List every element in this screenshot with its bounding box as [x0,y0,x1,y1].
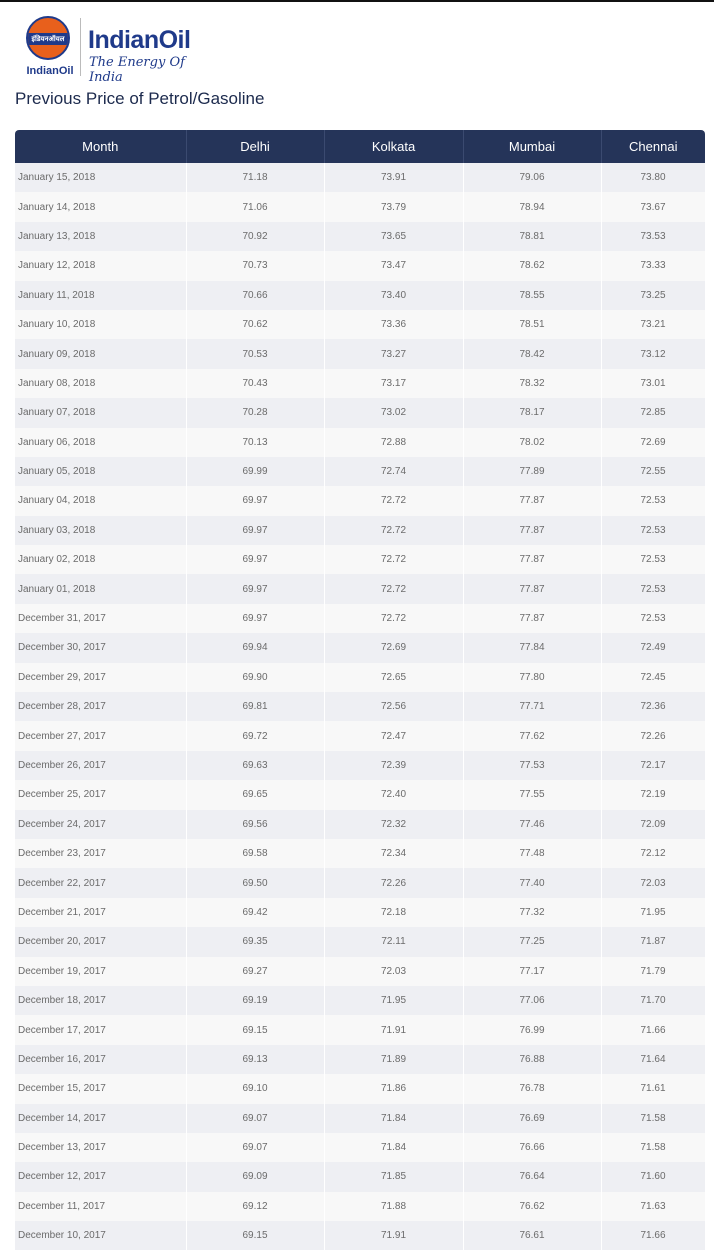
cell-chennai: 71.60 [601,1162,705,1191]
column-header-delhi: Delhi [186,130,324,163]
cell-delhi: 69.15 [186,1015,324,1044]
cell-chennai: 72.53 [601,486,705,515]
cell-date: December 25, 2017 [15,780,186,809]
cell-kolkata: 71.95 [324,986,463,1015]
table-row [15,633,705,662]
cell-date: December 23, 2017 [15,839,186,868]
table-row [15,1162,705,1191]
cell-date: December 31, 2017 [15,604,186,633]
cell-date: December 21, 2017 [15,898,186,927]
cell-kolkata: 72.11 [324,927,463,956]
cell-kolkata: 73.40 [324,281,463,310]
cell-chennai: 72.53 [601,516,705,545]
table-row [15,574,705,603]
cell-mumbai: 77.89 [463,457,601,486]
cell-date: January 13, 2018 [15,222,186,251]
cell-date: December 29, 2017 [15,663,186,692]
cell-date: January 02, 2018 [15,545,186,574]
cell-delhi: 69.27 [186,957,324,986]
cell-mumbai: 76.64 [463,1162,601,1191]
table-row [15,398,705,427]
cell-date: January 10, 2018 [15,310,186,339]
cell-kolkata: 72.03 [324,957,463,986]
cell-mumbai: 78.55 [463,281,601,310]
cell-chennai: 71.58 [601,1133,705,1162]
cell-kolkata: 73.47 [324,251,463,280]
cell-delhi: 69.10 [186,1074,324,1103]
column-header-chennai: Chennai [601,130,705,163]
cell-chennai: 71.58 [601,1104,705,1133]
cell-mumbai: 76.62 [463,1192,601,1221]
cell-delhi: 69.56 [186,810,324,839]
cell-mumbai: 77.80 [463,663,601,692]
table-row [15,780,705,809]
table-row [15,751,705,780]
table-row [15,1221,705,1250]
cell-mumbai: 77.17 [463,957,601,986]
cell-kolkata: 73.02 [324,398,463,427]
table-row [15,222,705,251]
cell-kolkata: 71.91 [324,1221,463,1250]
column-header-kolkata: Kolkata [324,130,463,163]
cell-chennai: 71.70 [601,986,705,1015]
cell-delhi: 69.99 [186,457,324,486]
cell-chennai: 72.85 [601,398,705,427]
table-row [15,692,705,721]
table-row [15,927,705,956]
table-row [15,281,705,310]
cell-kolkata: 72.72 [324,516,463,545]
cell-kolkata: 73.91 [324,163,463,192]
cell-mumbai: 78.17 [463,398,601,427]
table-row [15,1074,705,1103]
top-rule [0,0,714,2]
cell-mumbai: 77.46 [463,810,601,839]
cell-kolkata: 71.88 [324,1192,463,1221]
cell-mumbai: 77.87 [463,516,601,545]
cell-chennai: 73.21 [601,310,705,339]
cell-delhi: 69.58 [186,839,324,868]
brand-name: IndianOil [88,26,191,54]
cell-date: December 28, 2017 [15,692,186,721]
cell-chennai: 73.33 [601,251,705,280]
table-row [15,545,705,574]
cell-mumbai: 78.42 [463,339,601,368]
cell-chennai: 71.87 [601,927,705,956]
cell-delhi: 69.97 [186,545,324,574]
cell-date: January 03, 2018 [15,516,186,545]
cell-chennai: 73.53 [601,222,705,251]
cell-chennai: 71.79 [601,957,705,986]
cell-mumbai: 76.61 [463,1221,601,1250]
cell-chennai: 71.66 [601,1221,705,1250]
cell-date: December 22, 2017 [15,868,186,897]
cell-kolkata: 72.72 [324,545,463,574]
cell-date: January 07, 2018 [15,398,186,427]
cell-date: December 17, 2017 [15,1015,186,1044]
table-row [15,1192,705,1221]
cell-chennai: 72.19 [601,780,705,809]
indianoil-logo[interactable] [22,14,222,84]
cell-chennai: 72.53 [601,604,705,633]
cell-delhi: 69.97 [186,516,324,545]
cell-mumbai: 76.99 [463,1015,601,1044]
cell-delhi: 69.13 [186,1045,324,1074]
cell-delhi: 70.28 [186,398,324,427]
cell-chennai: 73.12 [601,339,705,368]
column-header-mumbai: Mumbai [463,130,601,163]
cell-date: December 16, 2017 [15,1045,186,1074]
cell-mumbai: 77.55 [463,780,601,809]
cell-mumbai: 77.48 [463,839,601,868]
cell-chennai: 72.26 [601,721,705,750]
cell-kolkata: 71.86 [324,1074,463,1103]
cell-date: January 01, 2018 [15,574,186,603]
cell-mumbai: 76.69 [463,1104,601,1133]
cell-delhi: 69.19 [186,986,324,1015]
cell-date: December 19, 2017 [15,957,186,986]
cell-date: December 15, 2017 [15,1074,186,1103]
cell-kolkata: 72.72 [324,574,463,603]
cell-date: December 30, 2017 [15,633,186,662]
table-header-row [15,130,705,163]
table-row [15,721,705,750]
cell-delhi: 69.09 [186,1162,324,1191]
cell-chennai: 72.69 [601,428,705,457]
cell-kolkata: 71.84 [324,1133,463,1162]
table-row [15,457,705,486]
table-row [15,868,705,897]
cell-mumbai: 79.06 [463,163,601,192]
cell-delhi: 70.66 [186,281,324,310]
table-row [15,810,705,839]
table-row [15,1133,705,1162]
table-row [15,957,705,986]
cell-delhi: 69.63 [186,751,324,780]
cell-mumbai: 77.87 [463,574,601,603]
cell-kolkata: 72.26 [324,868,463,897]
cell-delhi: 71.18 [186,163,324,192]
table-row [15,663,705,692]
cell-kolkata: 71.89 [324,1045,463,1074]
cell-mumbai: 78.32 [463,369,601,398]
cell-chennai: 72.03 [601,868,705,897]
cell-date: December 20, 2017 [15,927,186,956]
cell-delhi: 69.35 [186,927,324,956]
table-row [15,604,705,633]
cell-chennai: 72.36 [601,692,705,721]
cell-mumbai: 78.94 [463,192,601,221]
cell-delhi: 70.53 [186,339,324,368]
table-row [15,310,705,339]
cell-delhi: 69.07 [186,1104,324,1133]
cell-date: December 14, 2017 [15,1104,186,1133]
cell-kolkata: 72.32 [324,810,463,839]
cell-mumbai: 77.71 [463,692,601,721]
cell-kolkata: 73.65 [324,222,463,251]
cell-kolkata: 72.69 [324,633,463,662]
cell-chennai: 71.66 [601,1015,705,1044]
table-body [15,163,705,1250]
cell-mumbai: 77.32 [463,898,601,927]
cell-chennai: 73.80 [601,163,705,192]
cell-date: January 06, 2018 [15,428,186,457]
cell-date: December 12, 2017 [15,1162,186,1191]
cell-date: January 12, 2018 [15,251,186,280]
cell-kolkata: 73.27 [324,339,463,368]
cell-mumbai: 78.62 [463,251,601,280]
brand-tagline: The Energy Of India [89,55,185,85]
cell-mumbai: 76.78 [463,1074,601,1103]
cell-date: January 11, 2018 [15,281,186,310]
cell-chennai: 73.25 [601,281,705,310]
cell-delhi: 69.42 [186,898,324,927]
cell-mumbai: 78.02 [463,428,601,457]
table-row [15,516,705,545]
cell-date: January 09, 2018 [15,339,186,368]
logo-emblem-caption: IndianOil [26,65,74,77]
table-row [15,898,705,927]
table-row [15,369,705,398]
cell-mumbai: 77.25 [463,927,601,956]
cell-kolkata: 71.91 [324,1015,463,1044]
cell-kolkata: 72.65 [324,663,463,692]
cell-chennai: 72.53 [601,574,705,603]
cell-delhi: 70.43 [186,369,324,398]
cell-kolkata: 73.36 [324,310,463,339]
cell-delhi: 69.72 [186,721,324,750]
cell-chennai: 71.95 [601,898,705,927]
cell-date: December 27, 2017 [15,721,186,750]
cell-chennai: 72.53 [601,545,705,574]
cell-date: December 13, 2017 [15,1133,186,1162]
cell-date: December 18, 2017 [15,986,186,1015]
cell-date: December 11, 2017 [15,1192,186,1221]
table-row [15,1045,705,1074]
table-row [15,339,705,368]
cell-chennai: 72.09 [601,810,705,839]
cell-chennai: 73.67 [601,192,705,221]
cell-chennai: 71.63 [601,1192,705,1221]
cell-kolkata: 72.56 [324,692,463,721]
cell-kolkata: 72.88 [324,428,463,457]
table-row [15,1015,705,1044]
cell-delhi: 70.62 [186,310,324,339]
cell-kolkata: 72.74 [324,457,463,486]
table-row [15,428,705,457]
table-row [15,486,705,515]
cell-delhi: 69.07 [186,1133,324,1162]
cell-kolkata: 72.34 [324,839,463,868]
cell-delhi: 70.13 [186,428,324,457]
cell-delhi: 69.12 [186,1192,324,1221]
table-row [15,251,705,280]
cell-chennai: 72.17 [601,751,705,780]
cell-mumbai: 78.81 [463,222,601,251]
cell-delhi: 69.90 [186,663,324,692]
cell-delhi: 69.97 [186,574,324,603]
cell-kolkata: 71.84 [324,1104,463,1133]
logo-emblem-icon [26,16,70,60]
cell-date: January 15, 2018 [15,163,186,192]
column-header-month: Month [15,130,186,163]
cell-delhi: 71.06 [186,192,324,221]
cell-delhi: 69.65 [186,780,324,809]
cell-chennai: 72.12 [601,839,705,868]
cell-mumbai: 77.40 [463,868,601,897]
table-row [15,163,705,192]
cell-delhi: 70.92 [186,222,324,251]
cell-kolkata: 72.39 [324,751,463,780]
cell-kolkata: 72.72 [324,486,463,515]
cell-chennai: 71.64 [601,1045,705,1074]
cell-kolkata: 72.72 [324,604,463,633]
table-row [15,986,705,1015]
cell-mumbai: 78.51 [463,310,601,339]
cell-delhi: 69.94 [186,633,324,662]
cell-chennai: 73.01 [601,369,705,398]
cell-date: January 05, 2018 [15,457,186,486]
cell-date: January 08, 2018 [15,369,186,398]
cell-delhi: 69.81 [186,692,324,721]
cell-delhi: 69.97 [186,486,324,515]
cell-date: December 24, 2017 [15,810,186,839]
cell-mumbai: 77.84 [463,633,601,662]
logo-divider [80,18,81,76]
cell-chennai: 72.45 [601,663,705,692]
cell-mumbai: 76.88 [463,1045,601,1074]
cell-chennai: 72.55 [601,457,705,486]
cell-kolkata: 73.17 [324,369,463,398]
table-row [15,839,705,868]
petrol-price-table [15,130,706,1250]
cell-date: December 10, 2017 [15,1221,186,1250]
cell-delhi: 69.97 [186,604,324,633]
cell-date: December 26, 2017 [15,751,186,780]
cell-kolkata: 71.85 [324,1162,463,1191]
cell-kolkata: 73.79 [324,192,463,221]
cell-kolkata: 72.18 [324,898,463,927]
cell-delhi: 69.50 [186,868,324,897]
table-row [15,192,705,221]
table-row [15,1104,705,1133]
cell-date: January 04, 2018 [15,486,186,515]
cell-mumbai: 77.87 [463,486,601,515]
cell-mumbai: 77.87 [463,604,601,633]
cell-chennai: 71.61 [601,1074,705,1103]
cell-delhi: 70.73 [186,251,324,280]
cell-mumbai: 77.87 [463,545,601,574]
cell-delhi: 69.15 [186,1221,324,1250]
cell-date: January 14, 2018 [15,192,186,221]
cell-mumbai: 77.06 [463,986,601,1015]
cell-chennai: 72.49 [601,633,705,662]
cell-mumbai: 77.53 [463,751,601,780]
logo-emblem-text: इंडियनऑयल [28,33,68,45]
cell-mumbai: 77.62 [463,721,601,750]
cell-kolkata: 72.47 [324,721,463,750]
cell-mumbai: 76.66 [463,1133,601,1162]
page-title: Previous Price of Petrol/Gasoline [15,89,265,108]
cell-kolkata: 72.40 [324,780,463,809]
